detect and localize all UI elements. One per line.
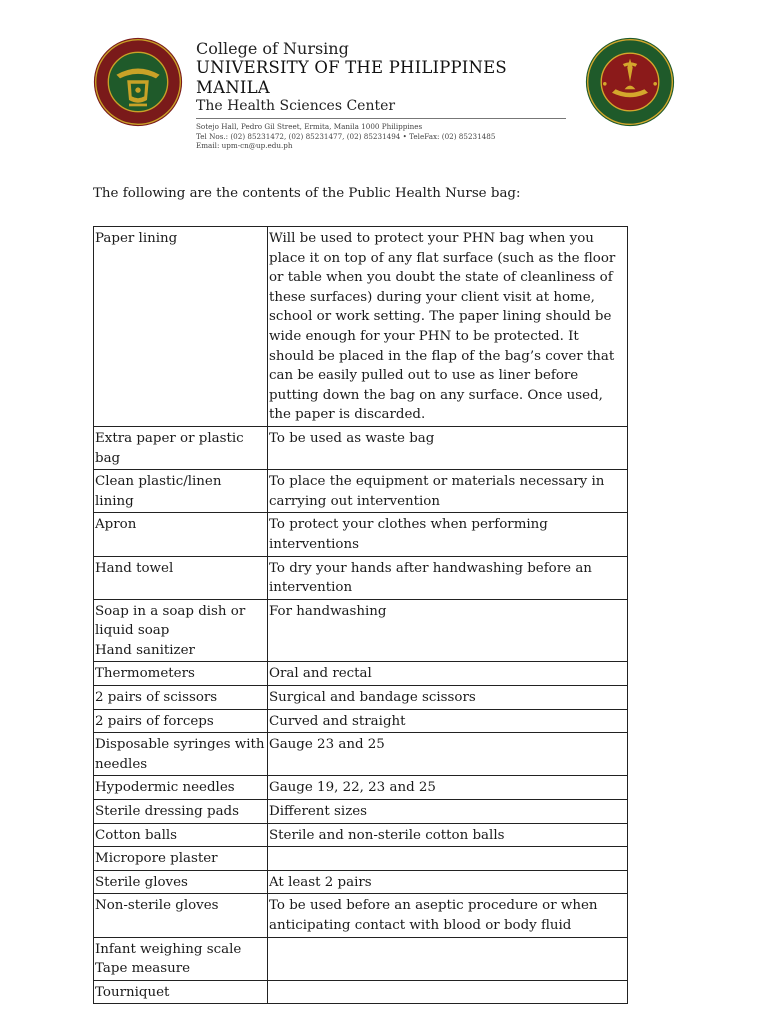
item-cell — [94, 847, 268, 871]
table-row — [94, 776, 628, 800]
description-cell-line: Gauge 19, 22, 23 and 25 — [269, 780, 436, 796]
item-cell — [94, 599, 268, 662]
description-cell-line: Oral and rectal — [269, 666, 372, 682]
item-cell-line: Tourniquet — [95, 984, 170, 1000]
phone-line: Tel Nos.: (02) 85231472, (02) 85231477, (02) 85231494 • TeleFax: (02) 85231485 — [196, 131, 496, 141]
table-row — [94, 599, 628, 662]
description-cell-line: anticipating contact with blood or body fluid — [269, 918, 572, 933]
item-cell — [94, 686, 268, 710]
table-row — [94, 733, 628, 776]
item-cell — [94, 894, 268, 937]
description-cell — [268, 513, 628, 556]
description-cell-line: wide enough for your PHN to be protected. It — [269, 328, 579, 344]
item-cell-line: Tape measure — [95, 961, 191, 977]
description-cell-line: Sterile and non-sterile cotton balls — [269, 827, 505, 843]
item-cell — [94, 733, 268, 776]
table-row — [94, 870, 628, 894]
item-cell-line: Clean plastic/linen — [95, 474, 222, 490]
item-cell-line: Infant weighing scale — [95, 941, 242, 957]
item-cell-line: Disposable syringes with — [95, 737, 265, 753]
item-cell — [94, 823, 268, 847]
description-cell — [268, 980, 628, 1004]
description-cell-line: place it on top of any flat surface (such as the floor — [269, 250, 616, 266]
description-cell-line: Different sizes — [269, 804, 368, 820]
description-cell-line: can be easily pulled out to use as liner before — [269, 368, 579, 384]
letterhead-text — [196, 40, 576, 151]
description-cell — [268, 686, 628, 710]
description-cell-line: At least 2 pairs — [269, 874, 372, 890]
description-cell-line: Will be used to protect your PHN bag when you — [269, 231, 594, 246]
college-of-nursing-seal-logo — [585, 37, 675, 127]
description-cell-line: To be used as waste bag — [269, 430, 435, 446]
header-divider — [196, 118, 566, 119]
item-cell — [94, 980, 268, 1004]
college-name: College of Nursing — [196, 39, 349, 58]
table-row — [94, 470, 628, 513]
description-cell — [268, 823, 628, 847]
description-cell — [268, 227, 628, 427]
description-cell-line: intervention — [269, 580, 353, 596]
description-cell — [268, 937, 628, 980]
description-cell-line: To dry your hands after handwashing before an — [269, 560, 592, 576]
item-cell-line: needles — [95, 756, 148, 772]
description-cell — [268, 556, 628, 599]
description-cell — [268, 847, 628, 871]
item-cell-line: Sterile dressing pads — [95, 804, 240, 820]
description-cell-line: should be placed in the flap of the bag’s cover that — [269, 348, 615, 364]
item-cell — [94, 800, 268, 824]
item-cell-line: Extra paper or plastic — [95, 430, 244, 446]
description-cell — [268, 662, 628, 686]
item-cell-line: Hand towel — [95, 560, 174, 576]
table-body — [94, 227, 628, 1004]
university-name: UNIVERSITY OF THE PHILIPPINES MANILA — [196, 58, 507, 97]
item-cell-line: bag — [95, 450, 121, 466]
item-cell — [94, 937, 268, 980]
item-cell — [94, 776, 268, 800]
item-cell-line: Paper lining — [95, 231, 178, 246]
up-seal-logo — [93, 37, 183, 127]
description-cell — [268, 470, 628, 513]
table-row — [94, 847, 628, 871]
table-row — [94, 980, 628, 1004]
health-sciences-center: The Health Sciences Center — [196, 98, 396, 114]
item-cell — [94, 870, 268, 894]
item-cell-line: Micropore plaster — [95, 851, 218, 867]
item-cell — [94, 227, 268, 427]
table-row — [94, 426, 628, 469]
item-cell-line: Apron — [95, 517, 137, 533]
table-row — [94, 823, 628, 847]
item-cell-line: Non-sterile gloves — [95, 898, 219, 914]
description-cell-line: these surfaces) during your client visit at home, — [269, 289, 595, 305]
item-cell-line: 2 pairs of scissors — [95, 690, 218, 706]
table-row — [94, 709, 628, 733]
item-cell-line: Thermometers — [95, 666, 195, 682]
description-cell-line: carrying out intervention — [269, 493, 440, 509]
item-cell — [94, 470, 268, 513]
table-row — [94, 513, 628, 556]
item-cell-line: liquid soap — [95, 623, 170, 639]
table-row — [94, 686, 628, 710]
item-cell-line: lining — [95, 493, 134, 509]
item-cell-line: Hand sanitizer — [95, 642, 195, 658]
description-cell-line: To protect your clothes when performing — [269, 517, 548, 533]
description-cell-line: interventions — [269, 536, 359, 552]
item-cell-line: 2 pairs of forceps — [95, 713, 214, 729]
letterhead — [0, 0, 768, 150]
description-cell-line: Gauge 23 and 25 — [269, 737, 385, 753]
table-row — [94, 662, 628, 686]
description-cell — [268, 709, 628, 733]
email-line: Email: upm-cn@up.edu.ph — [196, 141, 293, 150]
description-cell-line: school or work setting. The paper lining should be — [269, 309, 612, 325]
description-cell-line: or table when you doubt the state of cleanliness of — [269, 270, 613, 286]
item-cell — [94, 709, 268, 733]
description-cell-line: putting down the bag on any surface. Once used, — [269, 387, 603, 403]
item-cell — [94, 662, 268, 686]
description-cell — [268, 599, 628, 662]
description-cell-line: Curved and straight — [269, 713, 406, 729]
table-row — [94, 937, 628, 980]
description-cell-line: To be used before an aseptic procedure or when — [269, 898, 598, 914]
table-row — [94, 894, 628, 937]
description-cell — [268, 733, 628, 776]
description-cell — [268, 800, 628, 824]
item-cell-line: Cotton balls — [95, 827, 178, 843]
description-cell — [268, 894, 628, 937]
description-cell — [268, 776, 628, 800]
description-cell-line: Surgical and bandage scissors — [269, 690, 476, 706]
intro-text: The following are the contents of the Public Health Nurse bag: — [93, 186, 521, 201]
description-cell-line: For handwashing — [269, 603, 387, 619]
table-row — [94, 227, 628, 427]
item-cell-line: Sterile gloves — [95, 874, 188, 890]
description-cell — [268, 426, 628, 469]
description-cell-line: To place the equipment or materials necessary in — [269, 474, 605, 490]
item-cell — [94, 556, 268, 599]
phn-bag-contents-table — [93, 226, 628, 1004]
item-cell-line: Soap in a soap dish or — [95, 603, 246, 619]
table-row — [94, 556, 628, 599]
table-row — [94, 800, 628, 824]
item-cell — [94, 426, 268, 469]
description-cell-line: the paper is discarded. — [269, 407, 426, 423]
item-cell-line: Hypodermic needles — [95, 780, 235, 796]
address-line: Sotejo Hall, Pedro Gil Street, Ermita, Manila 1000 Philippines — [196, 122, 423, 131]
item-cell — [94, 513, 268, 556]
description-cell — [268, 870, 628, 894]
